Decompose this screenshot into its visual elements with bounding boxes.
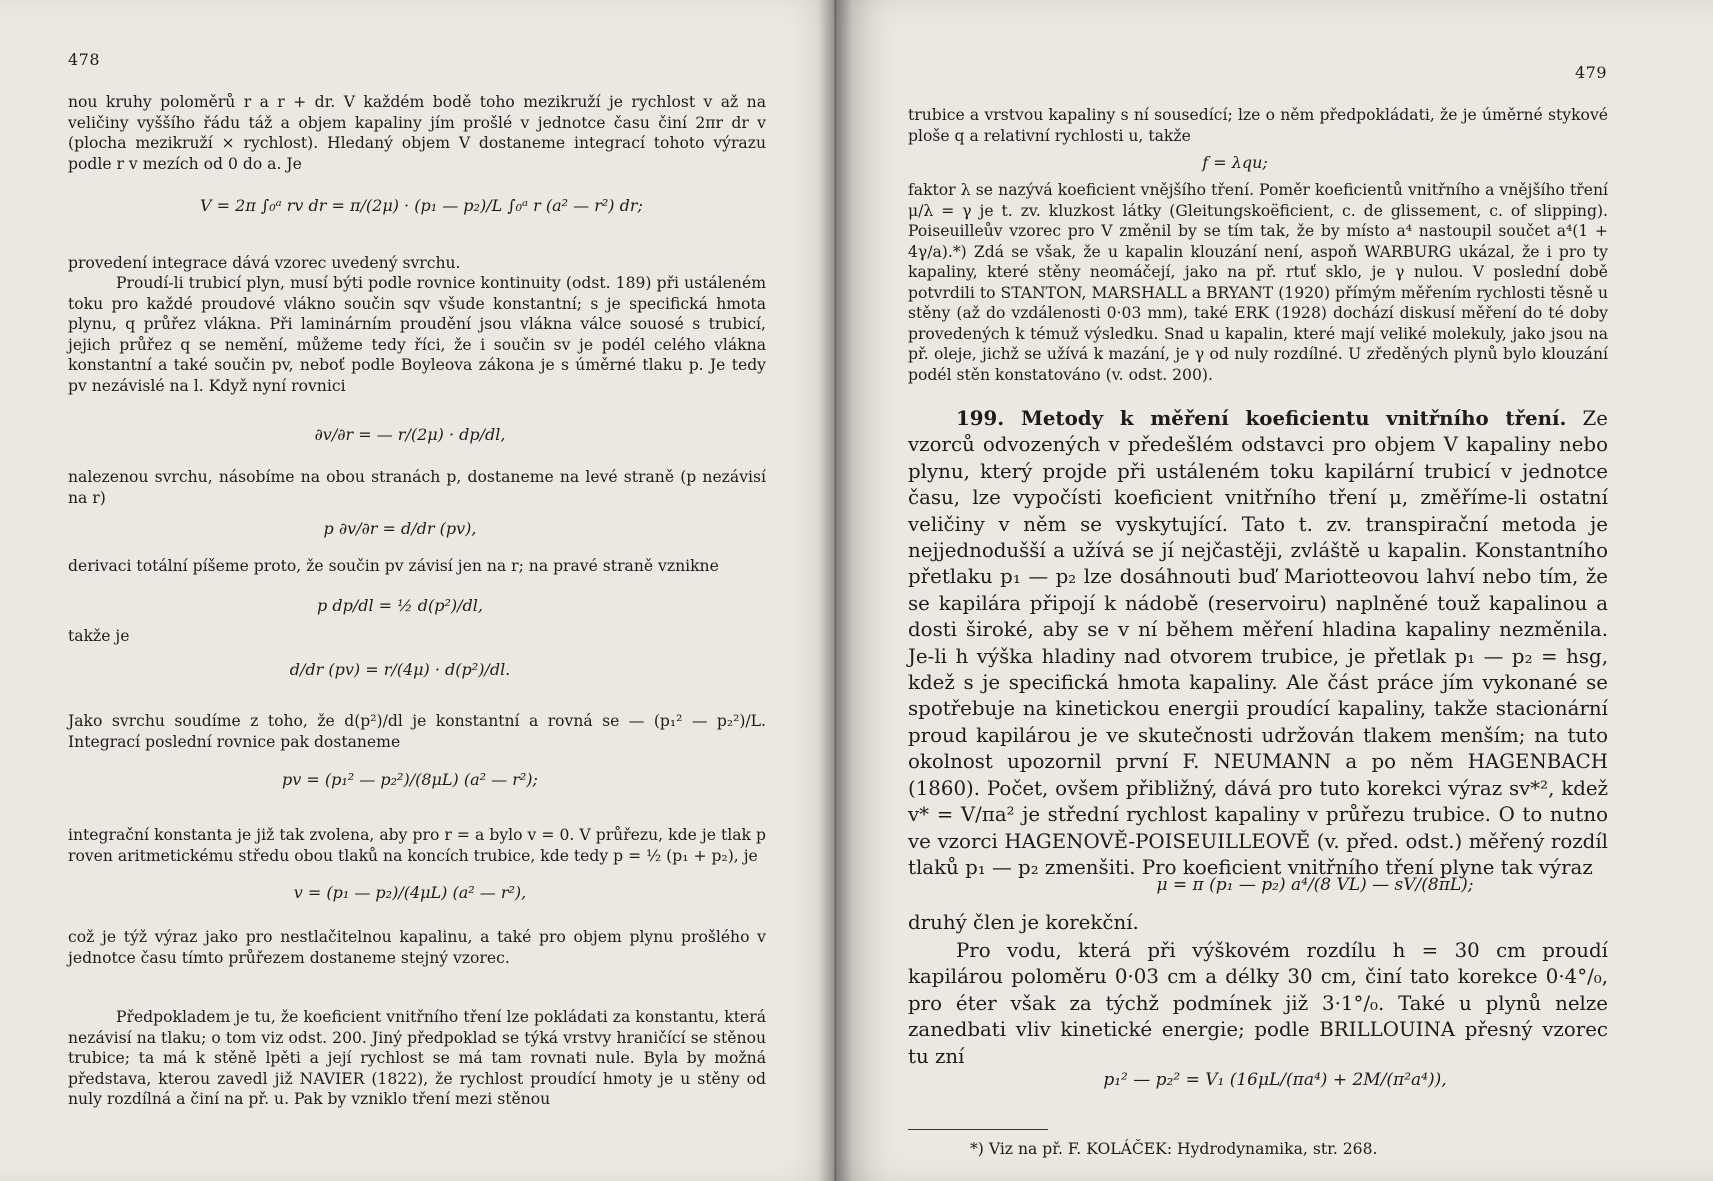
- paragraph: Proudí-li trubicí plyn, musí býti podle rovnice kontinuity (odst. 189) při ustáleném toku pro každé proudové vlákno součin sqv všude konstantní; s je specifická hmota plynu, q průřez vlákna. Při laminárním proudění jsou vlákna válce souosé s trubicí, jejich průřez q se nemění, můžeme tedy říci, že i součin sv je podél celého vlákna konstantní a také součin pv, neboť podle Boyleova zákona je s úměrné tlaku p. Je tedy pv nezávislé na l. Když nyní rovnici: [68, 274, 766, 395]
- paragraph: Předpokladem je tu, že koeficient vnitřního tření lze pokládati za konstantu, která nezávisí na tlaku; o tom viz odst. 200. Jiný předpoklad se týká vrstvy hraničící se stěnou trubice; ta má k stěně lpěti a její rychlost se má tam rovnati nule. Byla by možná představa, kterou zavedl již NAVIER (1822), že rychlost proudící hmoty je u stěny od nuly rozdílná a činí na př. u. Pak by vzniklo tření mezi stěnou: [68, 1008, 766, 1108]
- paragraph: trubice a vrstvou kapaliny s ní sousedící; lze o něm předpokládati, že je úměrné stykové ploše q a relativní rychlosti u, takže: [908, 106, 1608, 145]
- paragraph: takže je: [68, 627, 130, 645]
- equation: ∂v/∂r = — r/(2μ) · dp/dl,: [314, 425, 506, 444]
- equation: p dp/dl = ½ d(p²)/dl,: [317, 596, 483, 615]
- footnote: *) Viz na př. F. KOLÁČEK: Hydrodynamika, str. 268.: [970, 1140, 1378, 1158]
- equation: p₁² — p₂² = V₁ (16μL/(πa⁴) + 2M/(π²a⁴)),: [1103, 1070, 1447, 1090]
- book-gutter: [818, 0, 852, 1181]
- paragraph: což je týž výraz jako pro nestlačitelnou kapalinu, a také pro objem plynu prošlého v jednotce času tímto průřezem dostaneme stejný vzorec.: [68, 928, 766, 967]
- left-page: [0, 0, 835, 1181]
- page-number: 478: [68, 50, 101, 69]
- paragraph: Jako svrchu soudíme z toho, že d(p²)/dl je konstantní a rovná se — (p₁² — p₂²)/L. Integrací poslední rovnice pak dostaneme: [68, 712, 766, 751]
- equation: μ = π (p₁ — p₂) a⁴/(8 VL) — sV/(8πL);: [1156, 875, 1474, 895]
- equation: V = 2π ∫₀ᵃ rv dr = π/(2μ) · (p₁ — p₂)/L ∫₀ᵃ r (a² — r²) dr;: [200, 196, 643, 215]
- paragraph: faktor λ se nazývá koeficient vnějšího tření. Poměr koeficientů vnitřního a vnějšího tření μ/λ = γ je t. zv. kluzkost látky (Gleitungskoëficient, c. de glissement, c. of slipping). Poiseuilleův vzorec pro V změnil by se tím tak, že by místo a⁴ nastoupil součet a⁴(1 + 4γ/a).*) Zdá se však, že u kapalin klouzání není, aspoň WARBURG ukázal, že i pro ty kapaliny, které stěny neomáčejí, jako na př. rtuť sklo, je γ nulou. V poslední době potvrdili to STANTON, MARSHALL a BRYANT (1920) přímým měřením rychlosti těsně u stěny (až do vzdálenosti 0·03 mm), také ERK (1928) dochází diskusí měření do té doby provedených k témuž výsledku. Snad u kapalin, které mají veliké molekuly, jako jsou na př. oleje, jichž se užívá k mazání, je γ od nuly rozdílné. U zředěných plynů bylo klouzání podél stěn konstatováno (v. odst. 200).: [908, 181, 1608, 384]
- equation: v = (p₁ — p₂)/(4μL) (a² — r²),: [293, 883, 527, 902]
- page-number: 479: [1575, 63, 1608, 82]
- paragraph: Ze vzorců odvozených v předešlém odstavci pro objem V kapaliny nebo plynu, který projde při ustáleném toku kapilární trubicí v jednotce času, lze vypočísti koeficient vnitřního tření μ, změříme-li ostatní veličiny v něm se vyskytující. Tato t. zv. transpirační metoda je nejjednodušší a užívá se jí nejčastěji, zvláště u kapalin. Konstantního přetlaku p₁ — p₂ lze dosáhnouti buď Mariotteovou lahví nebo tím, že se kapilára připojí k nádobě (reservoiru) naplněné touž kapalinou a dosti široké, aby se v ní během měření hladina kapaliny nezměnila. Je-li h výška hladiny nad otvorem trubice, je přetlak p₁ — p₂ = hsg, kdež s je specifická hmota kapaliny. Ale část práce jím vykonané se spotřebuje na kinetickou energii proudící kapaliny, takže stacionární proud kapilárou je ve skutečnosti udržován tlakem menším; na tuto okolnost upozornil první F. NEUMANN a po něm HAGENBACH (1860). Počet, ovšem přibližný, dává pro tuto korekci výraz sv*², kdež v* = V/πa² je střední rychlost kapaliny v průřezu trubice. O to nutno ve vzorci HAGENOVĚ-POISEUILLEOVĚ (v. před. odst.) měřený rozdíl tlaků p₁ — p₂ zmenšiti. Pro koeficient vnitřního tření plyne tak výraz: [908, 407, 1608, 879]
- paragraph: provedení integrace dává vzorec uvedený svrchu.: [68, 254, 461, 272]
- paragraph: nalezenou svrchu, násobíme na obou stranách p, dostaneme na levé straně (p nezávisí na r): [68, 468, 766, 507]
- section-199: [908, 405, 1608, 881]
- section-heading: 199. Metody k měření koeficientu vnitřního tření.: [956, 406, 1567, 430]
- right-page: [835, 0, 1713, 1181]
- equation: pv = (p₁² — p₂²)/(8μL) (a² — r²);: [282, 770, 538, 789]
- equation: f = λqu;: [1202, 153, 1268, 172]
- paragraph: Pro vodu, která při výškovém rozdílu h = 30 cm proudí kapilárou poloměru 0·03 cm a délky 30 cm, činí tato korekce 0·4°/₀, pro éter však za týchž podmínek již 3·1°/₀. Také u plynů nelze zanedbati vliv kinetické energie; podle BRILLOUINA přesný vzorec tu zní: [908, 939, 1608, 1068]
- paragraph: nou kruhy poloměrů r a r + dr. V každém bodě toho mezikruží je rychlost v až na veličiny vyššího řádu táž a objem kapaliny jím prošlé v jednotce času činí 2πr dr v (plocha mezikruží × rychlost). Hledaný objem V dostaneme integrací tohoto výrazu podle r v mezích od 0 do a. Je: [68, 93, 766, 173]
- equation: p ∂v/∂r = d/dr (pv),: [323, 519, 477, 538]
- equation: d/dr (pv) = r/(4μ) · d(p²)/dl.: [289, 660, 511, 679]
- paragraph: druhý člen je korekční.: [908, 911, 1139, 934]
- paragraph: derivaci totální píšeme proto, že součin pv závisí jen na r; na pravé straně vznikne: [68, 557, 719, 575]
- paragraph: integrační konstanta je již tak zvolena, aby pro r = a bylo v = 0. V průřezu, kde je tlak p roven aritmetickému středu obou tlaků na koncích trubice, kde tedy p = ½ (p₁ + p₂), je: [68, 826, 766, 865]
- footnote-rule: [908, 1129, 1048, 1130]
